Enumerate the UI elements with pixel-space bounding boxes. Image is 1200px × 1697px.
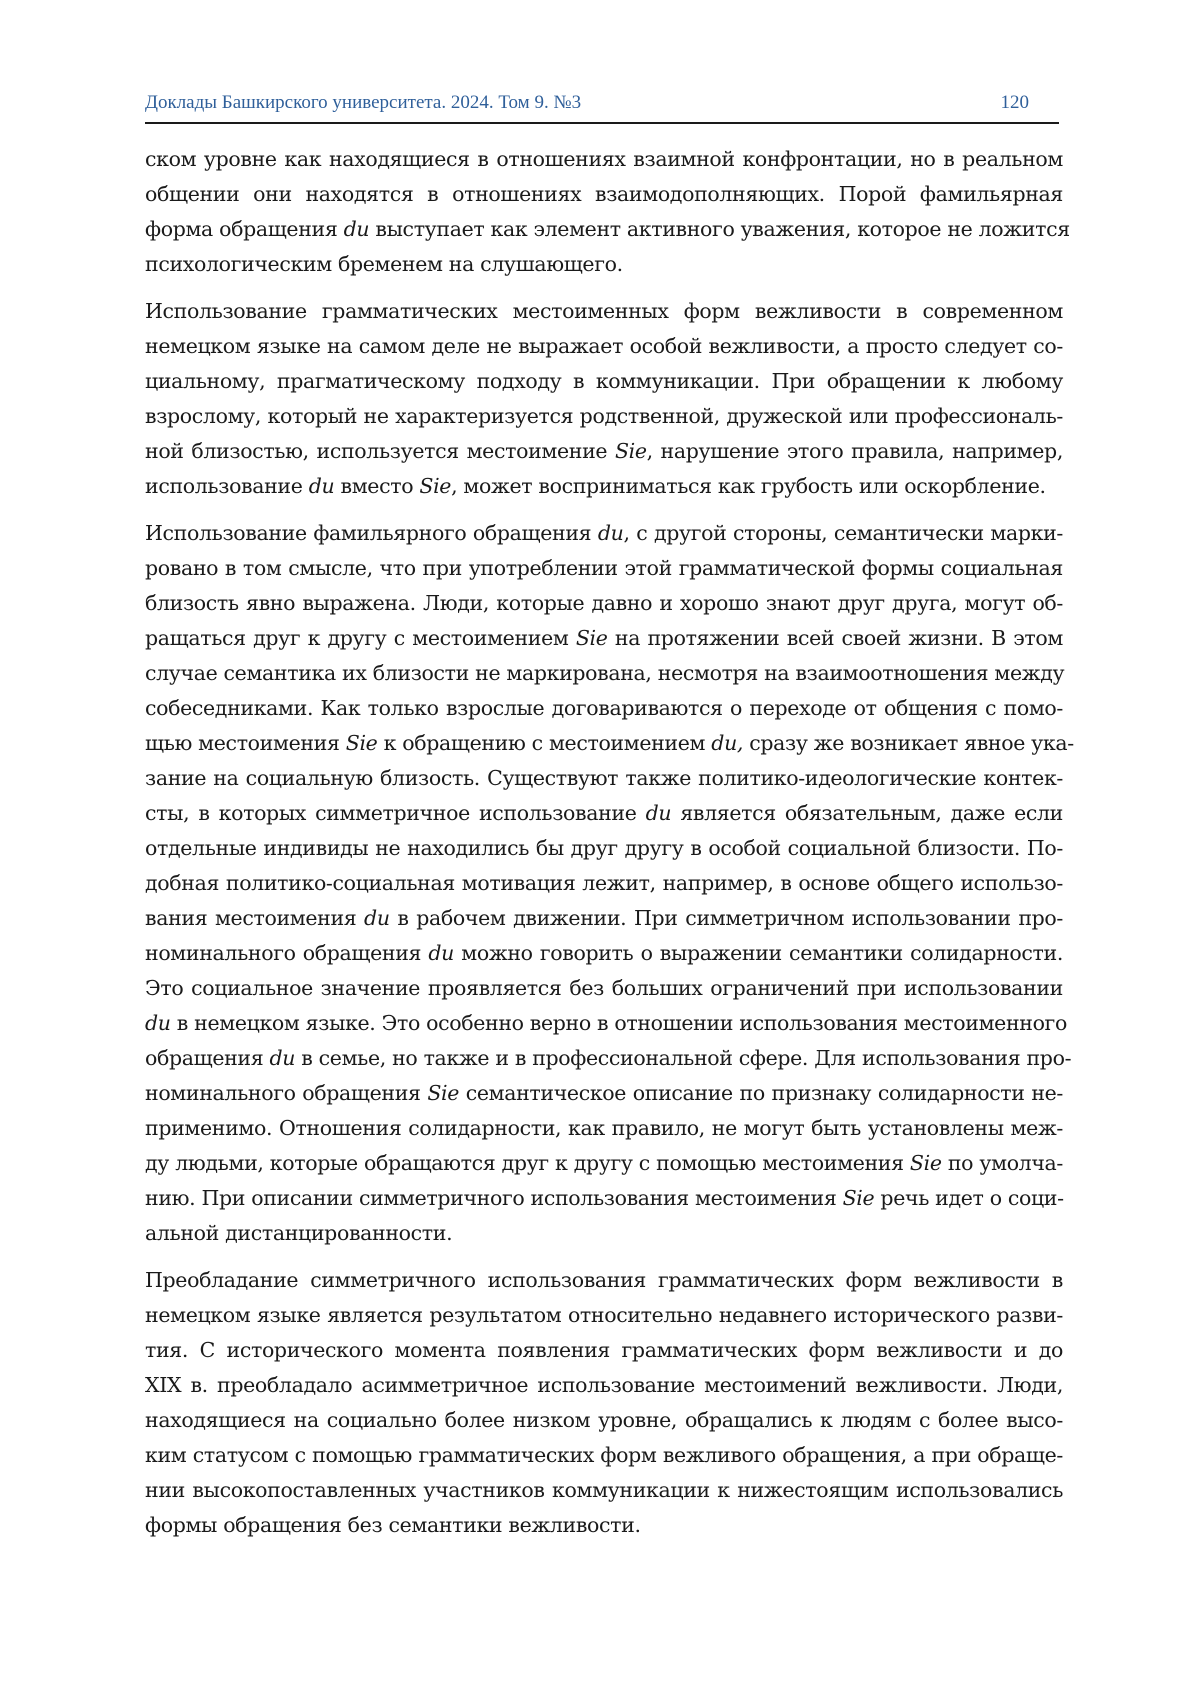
italic-term: du: [646, 801, 672, 825]
text-line: ровано в том смысле, что при употреблении этой грамматической формы социальная: [145, 551, 1063, 586]
text-line: формы обращения без семантики вежливости.: [145, 1508, 1063, 1543]
italic-term: du: [309, 474, 335, 498]
italic-term: du: [145, 1011, 171, 1035]
text-line: зание на социальную близость. Существуют также политико-идеологические контек-: [145, 761, 1063, 796]
text-line: обращения du в семье, но также и в профессиональной сфере. Для использования про-: [145, 1041, 1063, 1076]
italic-term: Sie: [427, 1081, 459, 1105]
text-line: добная политико-социальная мотивация лежит, например, в основе общего использо-: [145, 866, 1063, 901]
paragraph: [145, 142, 1063, 282]
italic-term: Sie: [346, 731, 378, 755]
italic-term: Sie: [843, 1186, 875, 1210]
text-line: психологическим бременем на слушающего.: [145, 247, 1063, 282]
text-line: взрослому, который не характеризуется родственной, дружеской или профессиональ-: [145, 399, 1063, 434]
text-line: находящиеся на социально более низком уровне, обращались к людям с более высо-: [145, 1403, 1063, 1438]
text-line: общении они находятся в отношениях взаимодополняющих. Порой фамильярная: [145, 177, 1063, 212]
article-body: [145, 142, 1063, 1555]
text-line: немецком языке является результатом относительно недавнего исторического разви-: [145, 1298, 1063, 1333]
text-line: использование du вместо Sie, может восприниматься как грубость или оскорбление.: [145, 469, 1063, 504]
italic-term: du: [344, 217, 370, 241]
paragraph: [145, 516, 1063, 1251]
italic-term: Sie: [910, 1151, 942, 1175]
text-line: ной близостью, используется местоимение Sie, нарушение этого правила, например,: [145, 434, 1063, 469]
text-line: du в немецком языке. Это особенно верно в отношении использования местоименного: [145, 1006, 1063, 1041]
journal-title: Доклады Башкирского университета. 2024. Том 9. №3: [145, 92, 581, 114]
paragraph: [145, 1263, 1063, 1543]
text-line: Это социальное значение проявляется без больших ограничений при использовании: [145, 971, 1063, 1006]
text-line: тия. С исторического момента появления грамматических форм вежливости и до: [145, 1333, 1063, 1368]
text-line: альной дистанцированности.: [145, 1216, 1063, 1251]
text-line: Использование грамматических местоименных форм вежливости в современном: [145, 294, 1063, 329]
text-line: применимо. Отношения солидарности, как правило, не могут быть установлены меж-: [145, 1111, 1063, 1146]
italic-term: Sie: [615, 439, 647, 463]
text-line: Преобладание симметричного использования грамматических форм вежливости в: [145, 1263, 1063, 1298]
text-line: вания местоимения du в рабочем движении. При симметричном использовании про-: [145, 901, 1063, 936]
text-line: собеседниками. Как только взрослые договариваются о переходе от общения с помо-: [145, 691, 1063, 726]
text-line: щью местоимения Sie к обращению с местоимением du, сразу же возникает явное ука-: [145, 726, 1063, 761]
text-line: ращаться друг к другу с местоимением Sie на протяжении всей своей жизни. В этом: [145, 621, 1063, 656]
text-line: номинального обращения du можно говорить о выражении семантики солидарности.: [145, 936, 1063, 971]
text-line: циальному, прагматическому подходу в коммуникации. При обращении к любому: [145, 364, 1063, 399]
paragraph: [145, 294, 1063, 504]
text-line: нии высокопоставленных участников коммуникации к нижестоящим использовались: [145, 1473, 1063, 1508]
text-line: ким статусом с помощью грамматических форм вежливого обращения, а при обраще-: [145, 1438, 1063, 1473]
italic-term: du: [270, 1046, 296, 1070]
text-line: немецком языке на самом деле не выражает особой вежливости, а просто следует со-: [145, 329, 1063, 364]
text-line: ду людьми, которые обращаются друг к другу с помощью местоимения Sie по умолча-: [145, 1146, 1063, 1181]
italic-term: Sie: [576, 626, 608, 650]
italic-term: du,: [711, 731, 743, 755]
document-page: [0, 0, 1200, 1697]
text-line: нию. При описании симметричного использования местоимения Sie речь идет о соци-: [145, 1181, 1063, 1216]
text-line: отдельные индивиды не находились бы друг другу в особой социальной близости. По-: [145, 831, 1063, 866]
italic-term: du: [598, 521, 624, 545]
text-line: номинального обращения Sie семантическое описание по признаку солидарности не-: [145, 1076, 1063, 1111]
text-line: XIX в. преобладало асимметричное использование местоимений вежливости. Люди,: [145, 1368, 1063, 1403]
page-number: 120: [1001, 92, 1030, 114]
italic-term: du: [428, 941, 454, 965]
running-header: [145, 92, 1059, 124]
text-line: Использование фамильярного обращения du, с другой стороны, семантически марки-: [145, 516, 1063, 551]
italic-term: Sie: [419, 474, 451, 498]
text-line: сты, в которых симметричное использование du является обязательным, даже если: [145, 796, 1063, 831]
text-line: случае семантика их близости не маркирована, несмотря на взаимоотношения между: [145, 656, 1063, 691]
text-line: форма обращения du выступает как элемент активного уважения, которое не ложится: [145, 212, 1063, 247]
text-line: близость явно выражена. Люди, которые давно и хорошо знают друг друга, могут об-: [145, 586, 1063, 621]
italic-term: du: [364, 906, 390, 930]
text-line: ском уровне как находящиеся в отношениях взаимной конфронтации, но в реальном: [145, 142, 1063, 177]
